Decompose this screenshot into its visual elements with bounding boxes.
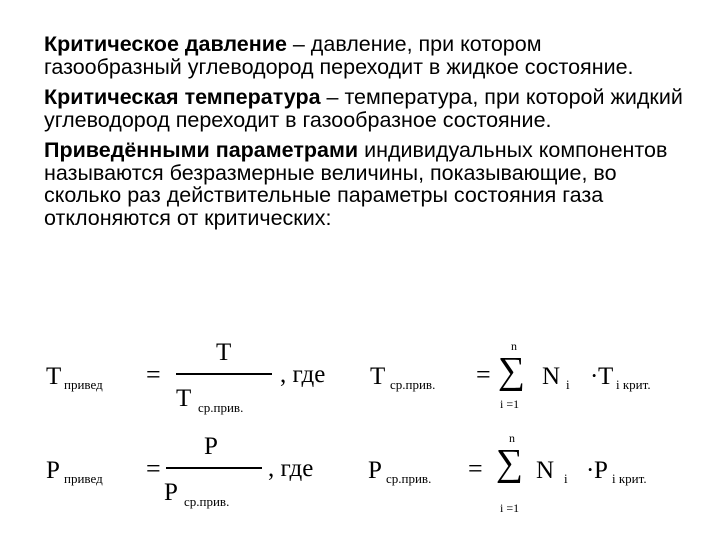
t-mix-symbol: T — [370, 363, 386, 390]
p-reduced-fraction-bar — [166, 467, 262, 469]
p-mix-critical-subscript: i крит. — [612, 471, 647, 486]
definition-critical-pressure-text: – давление, при котором газообразный углеводород переходит в жидкое состояние. — [44, 32, 634, 79]
p-mix-sum-upper: n — [509, 431, 515, 445]
p-mix-fraction-subscript: i — [564, 471, 568, 486]
p-mix-critical-symbol: P — [594, 457, 608, 484]
p-mix-sigma: ∑ — [496, 442, 524, 484]
t-reduced-numerator: T — [216, 339, 232, 366]
t-mix-sum-upper: n — [511, 339, 517, 353]
p-mix-symbol: P — [368, 457, 382, 484]
t-mix-critical-subscript: i крит. — [616, 377, 651, 392]
t-mix-fraction-n: N — [542, 363, 561, 390]
p-reduced-denominator: P — [164, 479, 178, 506]
term-reduced-parameters: Приведёнными параметрами — [44, 138, 359, 162]
definition-critical-temperature-text: – температура, при которой жидкий углеводород переходит в газообразное состояние. — [44, 85, 683, 132]
t-reduced-where: , где — [280, 361, 326, 388]
t-mix-subscript: ср.прив. — [390, 377, 436, 392]
p-reduced-symbol: P — [46, 457, 60, 484]
t-reduced-denominator: T — [176, 385, 192, 412]
t-reduced-symbol: T — [46, 363, 62, 390]
p-mix-sum-lower: i =1 — [500, 501, 520, 515]
p-reduced-denominator-subscript: ср.прив. — [184, 494, 230, 509]
t-mix-critical-symbol: T — [598, 363, 614, 390]
term-critical-temperature: Критическая температура — [44, 85, 321, 109]
p-mix-fraction-n: N — [536, 457, 555, 484]
t-mix-multiply-dot: · — [590, 363, 599, 390]
t-reduced-denominator-subscript: ср.прив. — [198, 400, 244, 415]
p-reduced-subscript: привед — [64, 471, 103, 486]
t-mix-sigma: ∑ — [498, 350, 526, 392]
p-reduced-where: , где — [268, 455, 314, 482]
p-mix-equals: = — [468, 454, 483, 483]
p-reduced-equals: = — [146, 454, 161, 483]
t-reduced-fraction-bar — [176, 373, 272, 375]
definition-reduced-parameters-text: индивидуальных компонентов называются безразмерные величины, показывающие, во сколько раз действительные параметры состояния газа отклоняются от критических: — [44, 138, 668, 230]
t-reduced-subscript: привед — [64, 377, 103, 392]
t-mix-equals: = — [476, 360, 491, 389]
t-mix-sum-lower: i =1 — [500, 397, 520, 411]
p-reduced-numerator: P — [204, 433, 218, 460]
p-mix-subscript: ср.прив. — [386, 471, 432, 486]
term-critical-pressure: Критическое давление — [44, 32, 287, 56]
p-mix-multiply-dot: · — [586, 457, 595, 484]
t-reduced-equals: = — [146, 360, 161, 389]
t-mix-fraction-subscript: i — [566, 377, 570, 392]
